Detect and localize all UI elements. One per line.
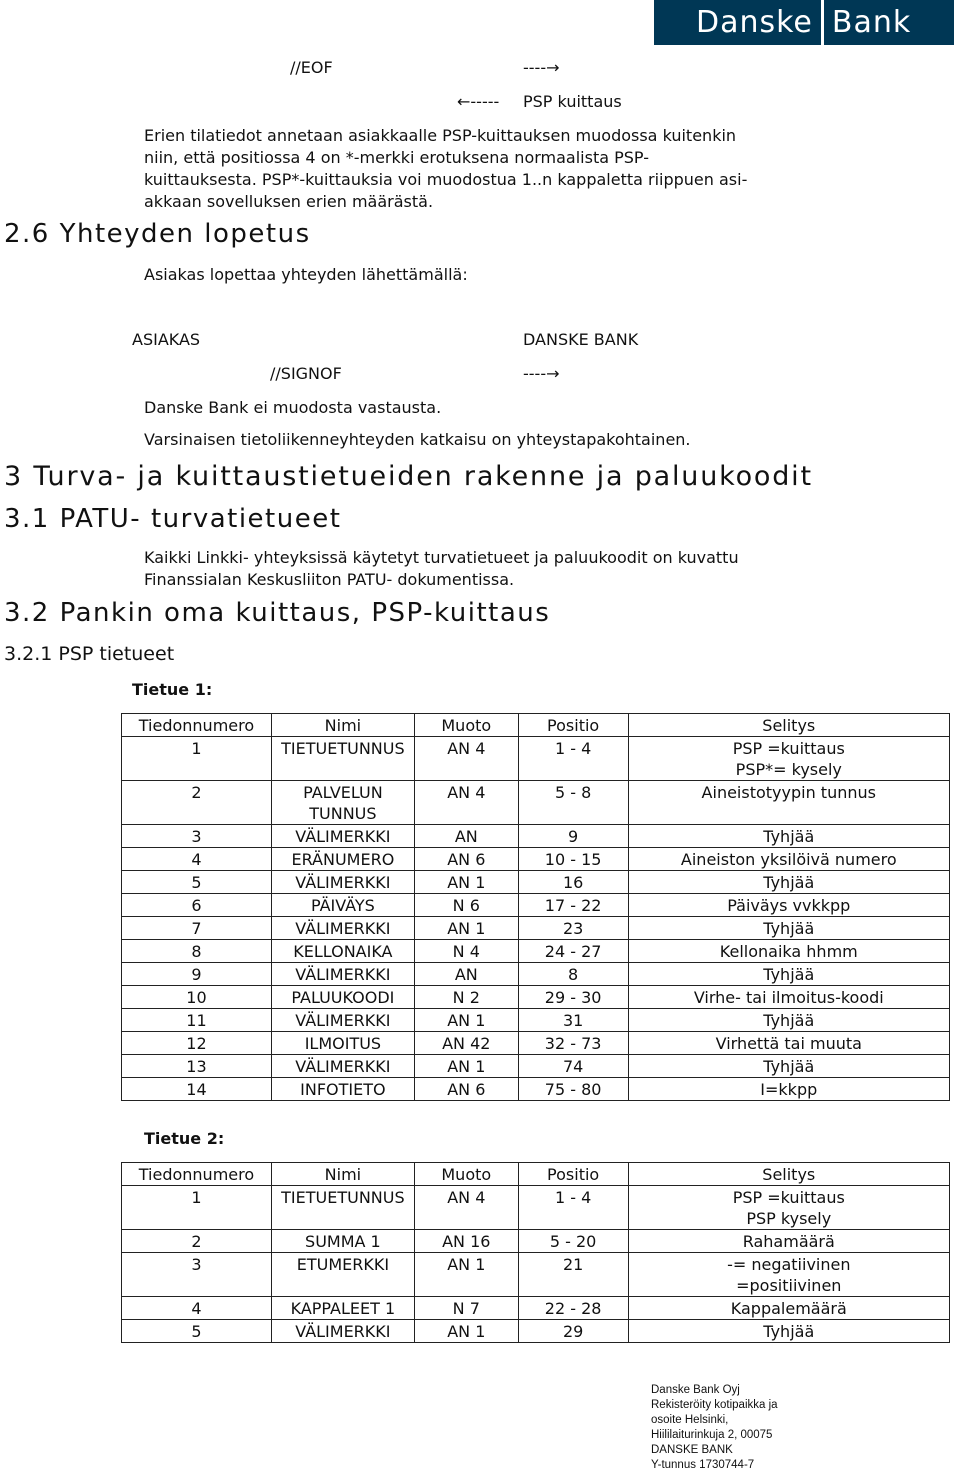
table-cell: N 2 <box>414 986 518 1009</box>
table-row <box>122 986 950 1009</box>
eof-label: //EOF <box>290 58 333 77</box>
table-cell: Tyhjää <box>628 1320 949 1343</box>
signof-label: //SIGNOF <box>270 364 342 383</box>
arrow-right-signof: ----→ <box>523 364 560 383</box>
table-cell: 29 - 30 <box>518 986 628 1009</box>
table-cell: 21 <box>518 1253 628 1297</box>
table-row <box>122 917 950 940</box>
patu-line: Finanssialan Keskusliiton PATU- dokumentissa. <box>144 570 515 589</box>
table-cell: N 4 <box>414 940 518 963</box>
table-cell: 24 - 27 <box>518 940 628 963</box>
table-cell: 2 <box>122 781 272 825</box>
logo-separator <box>821 0 824 45</box>
asiakas-lopettaa-text: Asiakas lopettaa yhteyden lähettämällä: <box>144 265 468 284</box>
disconnect-text: Varsinaisen tietoliikenneyhteyden katkaisu on yhteystapakohtainen. <box>144 430 691 449</box>
table-cell: 10 <box>122 986 272 1009</box>
table-cell: ILMOITUS <box>271 1032 414 1055</box>
table-cell: AN 6 <box>414 1078 518 1101</box>
table-cell: 1 - 4 <box>518 737 628 781</box>
table-cell: 32 - 73 <box>518 1032 628 1055</box>
table-cell: VÄLIMERKKI <box>271 963 414 986</box>
table-cell: Kappalemäärä <box>628 1297 949 1320</box>
table1-label: Tietue 1: <box>132 680 213 699</box>
no-reply-text: Danske Bank ei muodosta vastausta. <box>144 398 442 417</box>
patu-line: Kaikki Linkki- yhteyksissä käytetyt turvatietueet ja paluukoodit on kuvattu <box>144 548 739 567</box>
col-danske-bank: DANSKE BANK <box>523 330 639 349</box>
table-cell: AN 1 <box>414 1320 518 1343</box>
table-tietue-2 <box>121 1162 950 1343</box>
intro-line: Erien tilatiedot annetaan asiakkaalle PSP-kuittauksen muodossa kuitenkin <box>144 126 737 145</box>
table-cell: 17 - 22 <box>518 894 628 917</box>
table-cell: ERÄNUMERO <box>271 848 414 871</box>
table-cell: Tyhjää <box>628 871 949 894</box>
col-asiakas: ASIAKAS <box>132 330 201 349</box>
table-cell: AN 1 <box>414 1009 518 1032</box>
table-cell: 3 <box>122 825 272 848</box>
table-cell: 9 <box>122 963 272 986</box>
intro-line: akkaan sovelluksen erien määrästä. <box>144 192 434 211</box>
table2-label: Tietue 2: <box>144 1129 225 1148</box>
column-header: Positio <box>518 714 628 737</box>
table-cell: Aineistotyypin tunnus <box>628 781 949 825</box>
table-cell: AN 4 <box>414 781 518 825</box>
table-cell: AN 4 <box>414 1186 518 1230</box>
table-cell: 31 <box>518 1009 628 1032</box>
column-header: Muoto <box>414 1163 518 1186</box>
table-cell: VÄLIMERKKI <box>271 1009 414 1032</box>
heading-3-2-1: 3.2.1 PSP tietueet <box>4 643 175 665</box>
table-cell: 12 <box>122 1032 272 1055</box>
table-cell: VÄLIMERKKI <box>271 825 414 848</box>
table-cell: PALVELUN TUNNUS <box>271 781 414 825</box>
table-row <box>122 1078 950 1101</box>
psp-kuittaus-label: PSP kuittaus <box>523 92 622 111</box>
table-row <box>122 825 950 848</box>
table-cell: TIETUETUNNUS <box>271 737 414 781</box>
table-cell: 1 <box>122 737 272 781</box>
table-row <box>122 1055 950 1078</box>
table-cell: 13 <box>122 1055 272 1078</box>
footer-line: DANSKE BANK <box>651 1444 733 1456</box>
table-row <box>122 1186 950 1230</box>
footer-line: Y-tunnus 1730744-7 <box>651 1459 755 1471</box>
table-cell: PALUUKOODI <box>271 986 414 1009</box>
table-cell: SUMMA 1 <box>271 1230 414 1253</box>
table-cell: VÄLIMERKKI <box>271 917 414 940</box>
table-cell: 4 <box>122 1297 272 1320</box>
table-cell: 74 <box>518 1055 628 1078</box>
table-cell: VÄLIMERKKI <box>271 1320 414 1343</box>
table-cell: INFOTIETO <box>271 1078 414 1101</box>
heading-3: 3 Turva- ja kuittaustietueiden rakenne ja paluukoodit <box>4 461 813 492</box>
table-cell: PSP =kuittaus PSP*= kysely <box>628 737 949 781</box>
intro-line: kuittauksesta. PSP*-kuittauksia voi muodostua 1..n kappaletta riippuen asi- <box>144 170 748 189</box>
table-cell: 23 <box>518 917 628 940</box>
table-header-row <box>122 714 950 737</box>
table-cell: 2 <box>122 1230 272 1253</box>
footer-line: Hiililaiturinkuja 2, 00075 <box>651 1429 773 1441</box>
table-cell: VÄLIMERKKI <box>271 1055 414 1078</box>
table-cell: 16 <box>518 871 628 894</box>
table-row <box>122 894 950 917</box>
heading-3-2: 3.2 Pankin oma kuittaus, PSP-kuittaus <box>4 598 551 628</box>
table-cell: AN <box>414 825 518 848</box>
table-cell: I=kkpp <box>628 1078 949 1101</box>
intro-paragraph <box>144 125 747 213</box>
table-row <box>122 737 950 781</box>
table-cell: 4 <box>122 848 272 871</box>
table-cell: Tyhjää <box>628 1055 949 1078</box>
column-header: Positio <box>518 1163 628 1186</box>
footer-line: Rekisteröity kotipaikka ja <box>651 1399 778 1411</box>
table-cell: 5 - 20 <box>518 1230 628 1253</box>
column-header: Nimi <box>271 714 414 737</box>
footer-line: Danske Bank Oyj <box>651 1384 740 1396</box>
logo-word-bank: Bank <box>831 5 912 40</box>
table-cell: 1 <box>122 1186 272 1230</box>
table-row <box>122 1253 950 1297</box>
table-cell: AN <box>414 963 518 986</box>
table-cell: Virhettä tai muuta <box>628 1032 949 1055</box>
arrow-right-eof: ----→ <box>523 58 560 77</box>
table-cell: 9 <box>518 825 628 848</box>
table-cell: 75 - 80 <box>518 1078 628 1101</box>
table-cell: N 6 <box>414 894 518 917</box>
table-cell: AN 4 <box>414 737 518 781</box>
table-cell: AN 6 <box>414 848 518 871</box>
column-header: Selitys <box>628 714 949 737</box>
table-cell: PSP =kuittaus PSP kysely <box>628 1186 949 1230</box>
table-cell: 5 <box>122 1320 272 1343</box>
table-row <box>122 781 950 825</box>
column-header: Tiedonnumero <box>122 1163 272 1186</box>
table-cell: Aineiston yksilöivä numero <box>628 848 949 871</box>
column-header: Nimi <box>271 1163 414 1186</box>
table-cell: 29 <box>518 1320 628 1343</box>
table-cell: N 7 <box>414 1297 518 1320</box>
table-cell: Päiväys vvkkpp <box>628 894 949 917</box>
table-cell: PÄIVÄYS <box>271 894 414 917</box>
table-cell: KELLONAIKA <box>271 940 414 963</box>
table-cell: 14 <box>122 1078 272 1101</box>
table-cell: 7 <box>122 917 272 940</box>
table-row <box>122 963 950 986</box>
table-cell: 10 - 15 <box>518 848 628 871</box>
patu-paragraph <box>144 547 739 591</box>
table-row <box>122 871 950 894</box>
table-cell: -= negatiivinen =positiivinen <box>628 1253 949 1297</box>
table-row <box>122 1230 950 1253</box>
table-cell: Tyhjää <box>628 963 949 986</box>
table-cell: AN 1 <box>414 1055 518 1078</box>
table-cell: Virhe- tai ilmoitus-koodi <box>628 986 949 1009</box>
table-cell: Tyhjää <box>628 825 949 848</box>
table-cell: AN 16 <box>414 1230 518 1253</box>
table-row <box>122 1297 950 1320</box>
table-cell: TIETUETUNNUS <box>271 1186 414 1230</box>
table-cell: 8 <box>518 963 628 986</box>
table-cell: AN 1 <box>414 1253 518 1297</box>
table-row <box>122 1009 950 1032</box>
table-cell: AN 1 <box>414 871 518 894</box>
table-cell: 6 <box>122 894 272 917</box>
table-row <box>122 1320 950 1343</box>
column-header: Muoto <box>414 714 518 737</box>
table-cell: KAPPALEET 1 <box>271 1297 414 1320</box>
table-row <box>122 1032 950 1055</box>
table-cell: 3 <box>122 1253 272 1297</box>
table-cell: 5 <box>122 871 272 894</box>
table-row <box>122 940 950 963</box>
table-cell: 22 - 28 <box>518 1297 628 1320</box>
logo-word-danske: Danske <box>696 5 813 40</box>
heading-3-1: 3.1 PATU- turvatietueet <box>4 504 342 534</box>
table-cell: Kellonaika hhmm <box>628 940 949 963</box>
column-header: Tiedonnumero <box>122 714 272 737</box>
intro-line: niin, että positiossa 4 on *-merkki erotuksena normaalista PSP- <box>144 148 649 167</box>
table-cell: 8 <box>122 940 272 963</box>
table-cell: 11 <box>122 1009 272 1032</box>
table-cell: VÄLIMERKKI <box>271 871 414 894</box>
table-cell: ETUMERKKI <box>271 1253 414 1297</box>
table-header-row <box>122 1163 950 1186</box>
table-cell: 1 - 4 <box>518 1186 628 1230</box>
footer-line: osoite Helsinki, <box>651 1414 729 1426</box>
column-header: Selitys <box>628 1163 949 1186</box>
arrow-left-psp: ←----- <box>457 92 500 111</box>
table-cell: Rahamäärä <box>628 1230 949 1253</box>
table-row <box>122 848 950 871</box>
table-cell: AN 42 <box>414 1032 518 1055</box>
table-tietue-1 <box>121 713 950 1101</box>
heading-2-6: 2.6 Yhteyden lopetus <box>4 219 311 249</box>
table-cell: Tyhjää <box>628 1009 949 1032</box>
table-cell: AN 1 <box>414 917 518 940</box>
danske-bank-logo <box>654 0 954 45</box>
table-cell: Tyhjää <box>628 917 949 940</box>
table-cell: 5 - 8 <box>518 781 628 825</box>
footer-company-info <box>651 1383 778 1473</box>
